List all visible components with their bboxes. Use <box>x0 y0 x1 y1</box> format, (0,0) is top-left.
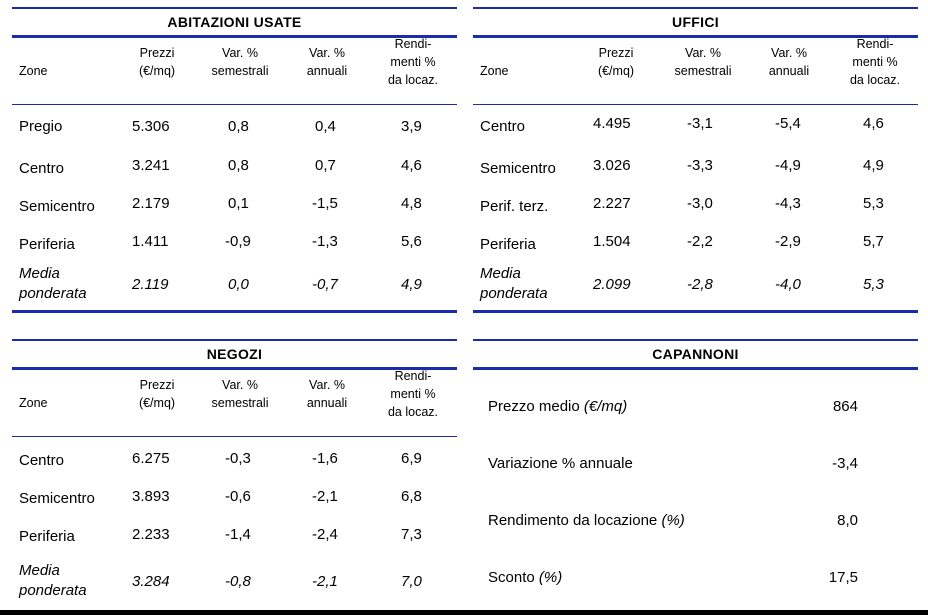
uffici-title: UFFICI <box>473 7 918 35</box>
label-text: Variazione % annuale <box>488 455 633 472</box>
header-var-sem <box>200 376 280 412</box>
header-prezzi-line1: Prezzi <box>139 378 175 392</box>
capannoni-value: 17,5 <box>828 569 858 586</box>
header-prezzi <box>581 44 651 80</box>
cell-zone-line2: ponderata <box>19 285 87 302</box>
cell-zone: Semicentro <box>480 160 556 177</box>
header-rend-line1: Rendi- <box>394 37 432 51</box>
header-var-sem <box>663 44 743 80</box>
cell-rend: 7,0 <box>401 573 422 590</box>
header-var-ann-line2: annuali <box>768 64 810 78</box>
header-prezzi-line2: (€/mq) <box>597 64 635 78</box>
header-rend-line1: Rendi- <box>856 37 894 51</box>
cell-var-sem: 0,0 <box>228 276 249 293</box>
cell-var-ann: -2,9 <box>775 233 801 250</box>
capannoni-label <box>488 397 627 417</box>
table-row <box>12 156 457 178</box>
cell-rend: 4,9 <box>401 276 422 293</box>
header-rend-line2: menti % <box>390 55 436 69</box>
capannoni-label <box>488 454 633 474</box>
label-text: Sconto <box>488 569 539 586</box>
header-var-ann <box>294 376 360 412</box>
cell-prezzo: 2.227 <box>593 195 631 212</box>
header-rend-line2: menti % <box>390 387 436 401</box>
table-header <box>473 38 918 104</box>
cell-prezzo: 5.306 <box>132 118 170 135</box>
cell-var-sem: 0,8 <box>228 118 249 135</box>
capannoni-body <box>473 370 918 608</box>
header-var-ann-line2: annuali <box>306 64 348 78</box>
cell-prezzo: 2.099 <box>593 276 631 293</box>
cell-prezzo: 1.411 <box>132 233 169 250</box>
cell-zone: Periferia <box>19 236 75 253</box>
cell-zone-line2: ponderata <box>480 285 548 302</box>
header-var-sem-line2: semestrali <box>674 64 732 78</box>
table-row <box>473 232 918 254</box>
cell-var-sem: -0,6 <box>225 488 251 505</box>
cell-var-sem: -0,3 <box>225 450 251 467</box>
header-zone: Zone <box>19 396 48 410</box>
cell-zone: Perif. terz. <box>480 198 549 215</box>
header-prezzi <box>122 44 192 80</box>
cell-prezzo: 3.026 <box>593 157 631 174</box>
cell-var-sem: -0,9 <box>225 233 251 250</box>
cell-prezzo: 2.233 <box>132 526 170 543</box>
cell-var-ann: -2,4 <box>312 526 338 543</box>
cell-prezzo: 2.179 <box>132 195 170 212</box>
header-zone: Zone <box>19 64 48 78</box>
header-var-sem-line2: semestrali <box>211 64 269 78</box>
cell-var-ann: 0,7 <box>315 157 336 174</box>
cell-var-sem: 0,1 <box>228 195 249 212</box>
table-row <box>12 487 457 509</box>
bottom-border <box>0 610 928 615</box>
capannoni-panel <box>473 339 918 607</box>
capannoni-label <box>488 568 562 588</box>
header-var-ann-line1: Var. % <box>309 378 345 392</box>
cell-var-sem: 0,8 <box>228 157 249 174</box>
table-row <box>473 117 918 139</box>
cell-rend: 6,9 <box>401 450 422 467</box>
table-header <box>12 38 457 104</box>
label-text: Rendimento da locazione <box>488 512 662 529</box>
header-zone: Zone <box>480 64 509 78</box>
header-prezzi-line2: (€/mq) <box>138 396 176 410</box>
label-text: Prezzo medio <box>488 398 584 415</box>
header-prezzi-line1: Prezzi <box>598 46 634 60</box>
cell-var-ann: -4,3 <box>775 195 801 212</box>
label-unit: (%) <box>538 569 563 586</box>
capannoni-label <box>488 511 685 531</box>
capannoni-value: 8,0 <box>837 512 858 529</box>
cell-var-sem: -2,2 <box>687 233 713 250</box>
cell-var-sem: -3,3 <box>687 157 713 174</box>
cell-zone: Semicentro <box>19 490 95 507</box>
cell-zone-line1: Media <box>480 265 521 282</box>
cell-rend: 3,9 <box>401 118 422 135</box>
cell-rend: 5,6 <box>401 233 422 250</box>
capannoni-value: 864 <box>832 398 858 415</box>
cell-var-ann: -5,4 <box>775 115 801 132</box>
header-var-sem <box>200 44 280 80</box>
cell-rend: 5,7 <box>863 233 884 250</box>
table-row <box>12 449 457 471</box>
cell-rend: 5,3 <box>863 195 884 212</box>
header-var-sem-line1: Var. % <box>685 46 721 60</box>
header-rend-line3: da locaz. <box>387 73 439 87</box>
cell-rend: 5,3 <box>863 276 884 293</box>
negozi-title: NEGOZI <box>12 339 457 367</box>
uffici-panel <box>473 7 918 313</box>
cell-prezzo: 1.504 <box>593 233 631 250</box>
table-body <box>12 437 457 607</box>
header-rend-line3: da locaz. <box>849 73 901 87</box>
table-row <box>12 194 457 216</box>
cell-prezzo: 2.119 <box>132 276 169 293</box>
table-row <box>12 232 457 254</box>
abitazioni-title: ABITAZIONI USATE <box>12 7 457 35</box>
table-row-media <box>473 264 918 306</box>
table-row <box>12 117 457 139</box>
cell-var-sem: -2,8 <box>687 276 713 293</box>
divider <box>473 310 918 313</box>
cell-var-ann: -0,7 <box>312 276 338 293</box>
table-body <box>473 105 918 310</box>
cell-zone: Semicentro <box>19 198 95 215</box>
cell-prezzo: 3.241 <box>132 157 170 174</box>
header-rend <box>840 35 910 89</box>
header-rend-line2: menti % <box>852 55 898 69</box>
cell-var-ann: -1,5 <box>312 195 338 212</box>
header-var-ann-line1: Var. % <box>309 46 345 60</box>
cell-var-ann: -4,9 <box>775 157 801 174</box>
header-rend-line3: da locaz. <box>387 405 439 419</box>
cell-rend: 4,6 <box>401 157 422 174</box>
header-prezzi <box>122 376 192 412</box>
cell-rend: 7,3 <box>401 526 422 543</box>
header-rend <box>378 35 448 89</box>
abitazioni-panel <box>12 7 457 313</box>
cell-var-ann: -1,6 <box>312 450 338 467</box>
table-row <box>473 194 918 216</box>
header-prezzi-line2: (€/mq) <box>138 64 176 78</box>
table-row <box>12 525 457 547</box>
header-var-ann <box>756 44 822 80</box>
header-var-sem-line2: semestrali <box>211 396 269 410</box>
label-unit: (€/mq) <box>583 398 628 415</box>
cell-prezzo: 3.893 <box>132 488 170 505</box>
header-var-sem-line1: Var. % <box>222 46 258 60</box>
table-row <box>473 156 918 178</box>
header-prezzi-line1: Prezzi <box>139 46 175 60</box>
cell-prezzo: 3.284 <box>132 573 170 590</box>
cell-rend: 6,8 <box>401 488 422 505</box>
table-row-media <box>12 561 457 603</box>
table-body <box>12 105 457 310</box>
cell-zone: Centro <box>19 452 65 469</box>
divider <box>12 310 457 313</box>
cell-rend: 4,9 <box>863 157 884 174</box>
cell-var-ann: -4,0 <box>775 276 801 293</box>
label-unit: (%) <box>661 512 685 529</box>
cell-prezzo: 6.275 <box>132 450 170 467</box>
cell-var-sem: -3,0 <box>687 195 713 212</box>
cell-zone: Centro <box>19 160 65 177</box>
header-var-sem-line1: Var. % <box>222 378 258 392</box>
header-var-ann-line1: Var. % <box>771 46 807 60</box>
cell-var-sem: -0,8 <box>225 573 251 590</box>
cell-zone-line1: Media <box>19 562 60 579</box>
cell-rend: 4,6 <box>863 115 884 132</box>
cell-zone-line2: ponderata <box>19 582 87 599</box>
header-var-ann-line2: annuali <box>306 396 348 410</box>
cell-zone: Periferia <box>19 528 75 545</box>
cell-var-ann: 0,4 <box>315 118 336 135</box>
cell-prezzo: 4.495 <box>593 115 631 132</box>
capannoni-value: -3,4 <box>832 455 858 472</box>
cell-var-sem: -3,1 <box>687 115 713 132</box>
cell-var-ann: -1,3 <box>312 233 338 250</box>
header-var-ann <box>294 44 360 80</box>
cell-var-ann: -2,1 <box>312 573 338 590</box>
cell-zone: Centro <box>480 118 526 135</box>
capannoni-title: CAPANNONI <box>473 339 918 367</box>
cell-zone: Periferia <box>480 236 536 253</box>
cell-var-ann: -2,1 <box>312 488 338 505</box>
cell-zone: Pregio <box>19 118 63 135</box>
table-header <box>12 370 457 436</box>
table-row-media <box>12 264 457 306</box>
header-rend <box>378 367 448 421</box>
cell-zone-line1: Media <box>19 265 60 282</box>
cell-var-sem: -1,4 <box>225 526 251 543</box>
negozi-panel <box>12 339 457 607</box>
cell-rend: 4,8 <box>401 195 422 212</box>
header-rend-line1: Rendi- <box>394 369 432 383</box>
